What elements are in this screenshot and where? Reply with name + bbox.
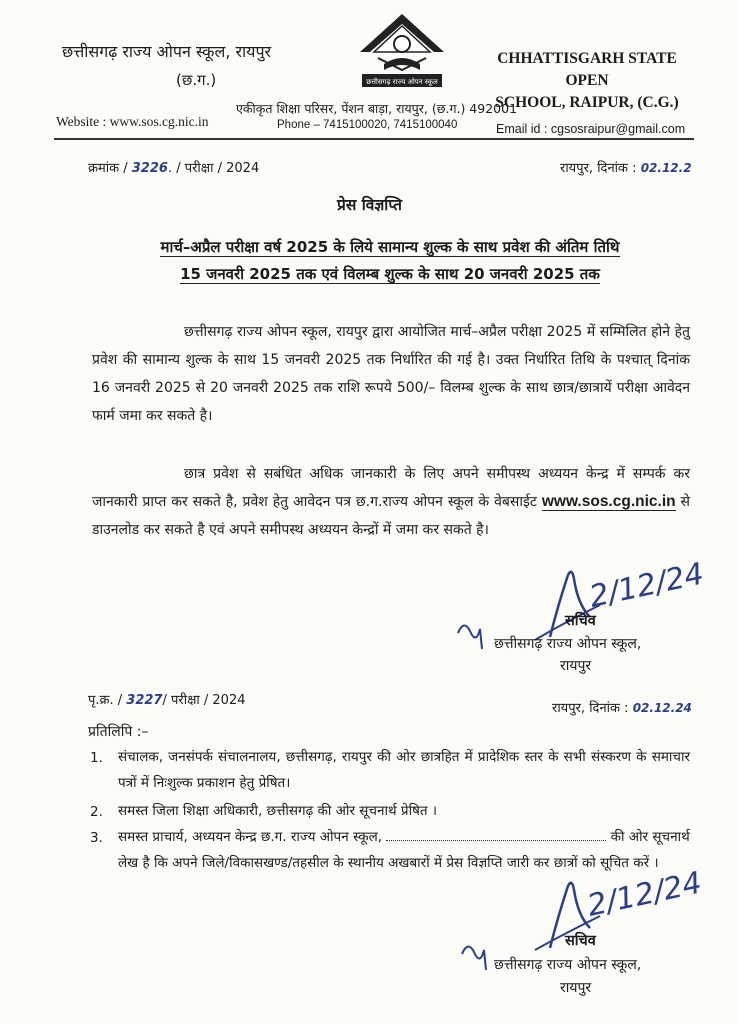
body-paragraph-1: छत्तीसगढ़ राज्य ओपन स्कूल, रायपुर द्वारा आयोजित मार्च–अप्रैल परीक्षा 2025 में सम्मिलित होने हेतु प्रवेश की सामान्य शुल्क के साथ 15 जनवरी 2025 तक निर्धारित की गई है। उक्त निर्धारित तिथि के पश्चात् दिनांक 16 जनवरी 2025 से 20 जनवरी 2025 तक राशि रूपये 500/– विलम्ब शुल्क के साथ छात्र/छात्रायें परीक्षा आवेदन फार्म जमा कर सकते है। — [92, 324, 690, 424]
letterhead-divider — [54, 138, 694, 140]
date-handwritten-2: 02.12.24 — [632, 701, 692, 715]
reference-number-handwritten: 3226 — [131, 161, 168, 176]
website-link[interactable]: www.sos.cg.nic.in — [541, 493, 676, 510]
signatory-title-2: सचिव — [565, 933, 596, 949]
copy-item-number-3: 3. — [90, 830, 103, 846]
reference-number-2: पृ.क्र. / 3227/ परीक्षा / 2024 — [88, 693, 246, 708]
page-title: प्रेस विज्ञप्ति — [337, 196, 402, 214]
email-line: Email id : cgsosraipur@gmail.com — [496, 122, 686, 136]
place-date-1: रायपुर, दिनांक : 02.12.2 — [560, 161, 692, 176]
copy-item-number-1: 1. — [90, 750, 103, 766]
signature-1-date: 2/12/24 — [586, 556, 707, 615]
reference-number-2-handwritten: 3227 — [126, 693, 163, 708]
website-line: Website : www.sos.cg.nic.in — [56, 114, 209, 129]
copy-heading: प्रतिलिपि :– — [88, 724, 149, 740]
subject-line-2: 15 जनवरी 2025 तक एवं विलम्ब शुल्क के साथ 20 जनवरी 2025 तक — [180, 265, 600, 283]
signatory-org-1: छत्तीसगढ़ राज्य ओपन स्कूल, — [494, 636, 642, 652]
signatory-org-2: छत्तीसगढ़ राज्य ओपन स्कूल, — [494, 957, 642, 973]
phone-line: Phone – 7415100020, 7415100040 — [277, 119, 458, 131]
org-name-hindi: छत्तीसगढ़ राज्य ओपन स्कूल, रायपुर — [62, 42, 272, 61]
org-state-hindi: (छ.ग.) — [176, 71, 217, 89]
signatory-city-1: रायपुर — [560, 658, 592, 674]
reference-number-1: क्रमांक / 3226. / परीक्षा / 2024 — [88, 161, 260, 176]
date-handwritten-1: 02.12.2 — [640, 161, 692, 175]
org-address: एकीकृत शिक्षा परिसर, पेंशन बाड़ा, रायपुर, (छ.ग.) 492001 — [236, 101, 518, 116]
logo-text: छत्तीसगढ़ राज्य ओपन स्कूल — [366, 78, 438, 86]
place-date-2: रायपुर, दिनांक : 02.12.24 — [552, 701, 692, 716]
copy-item-1: संचालक, जनसंपर्क संचालनालय, छत्तीसगढ़, रायपुर की ओर छात्रहित में प्रादेशिक स्तर के सभी संस्करण के समाचार पत्रों में निःशुल्क प्रकाशन हेतु प्रेषित। — [118, 749, 690, 791]
signatory-title-1: सचिव — [565, 613, 596, 629]
blank-fill-line — [386, 830, 606, 841]
signature-2-date: 2/12/24 — [584, 865, 705, 924]
signatory-city-2: रायपुर — [560, 980, 592, 996]
org-name-english-line1: CHHATTISGARH STATE OPEN — [497, 50, 677, 89]
cgsos-emblem-icon — [356, 12, 448, 94]
subject-line-1: मार्च–अप्रैल परीक्षा वर्ष 2025 के लिये सामान्य शुल्क के साथ प्रवेश की अंतिम तिथि — [160, 238, 620, 256]
org-name-english-line2: SCHOOL, RAIPUR, (C.G.) — [495, 94, 679, 111]
copy-item-2: समस्त जिला शिक्षा अधिकारी, छत्तीसगढ़ की ओर सूचनार्थ प्रेषित । — [118, 803, 437, 819]
copy-item-number-2: 2. — [90, 804, 103, 820]
copy-item-3: समस्त प्राचार्य, अध्ययन केन्द्र छ.ग. राज्य ओपन स्कूल, की ओर सूचनार्थ लेख है कि अपने जिले/विकासखण्ड/तहसील के स्थानीय अखबारों में प्रेस विज्ञप्ति जारी कर छात्रों को सूचित करें । — [118, 829, 690, 871]
body-paragraph-2: छात्र प्रवेश से सबंधित अधिक जानकारी के लिए अपने समीपस्थ अध्ययन केन्द्र में सम्पर्क कर जानकारी प्राप्त कर सकते है, प्रवेश हेतु आवेदन पत्र छ.ग.राज्य ओपन स्कूल के वेबसाईट www.sos.cg.nic.in से डाउनलोड कर सकते है एवं अपने समीपस्थ अध्ययन केन्द्रों में जमा कर सकते है। — [92, 466, 691, 538]
